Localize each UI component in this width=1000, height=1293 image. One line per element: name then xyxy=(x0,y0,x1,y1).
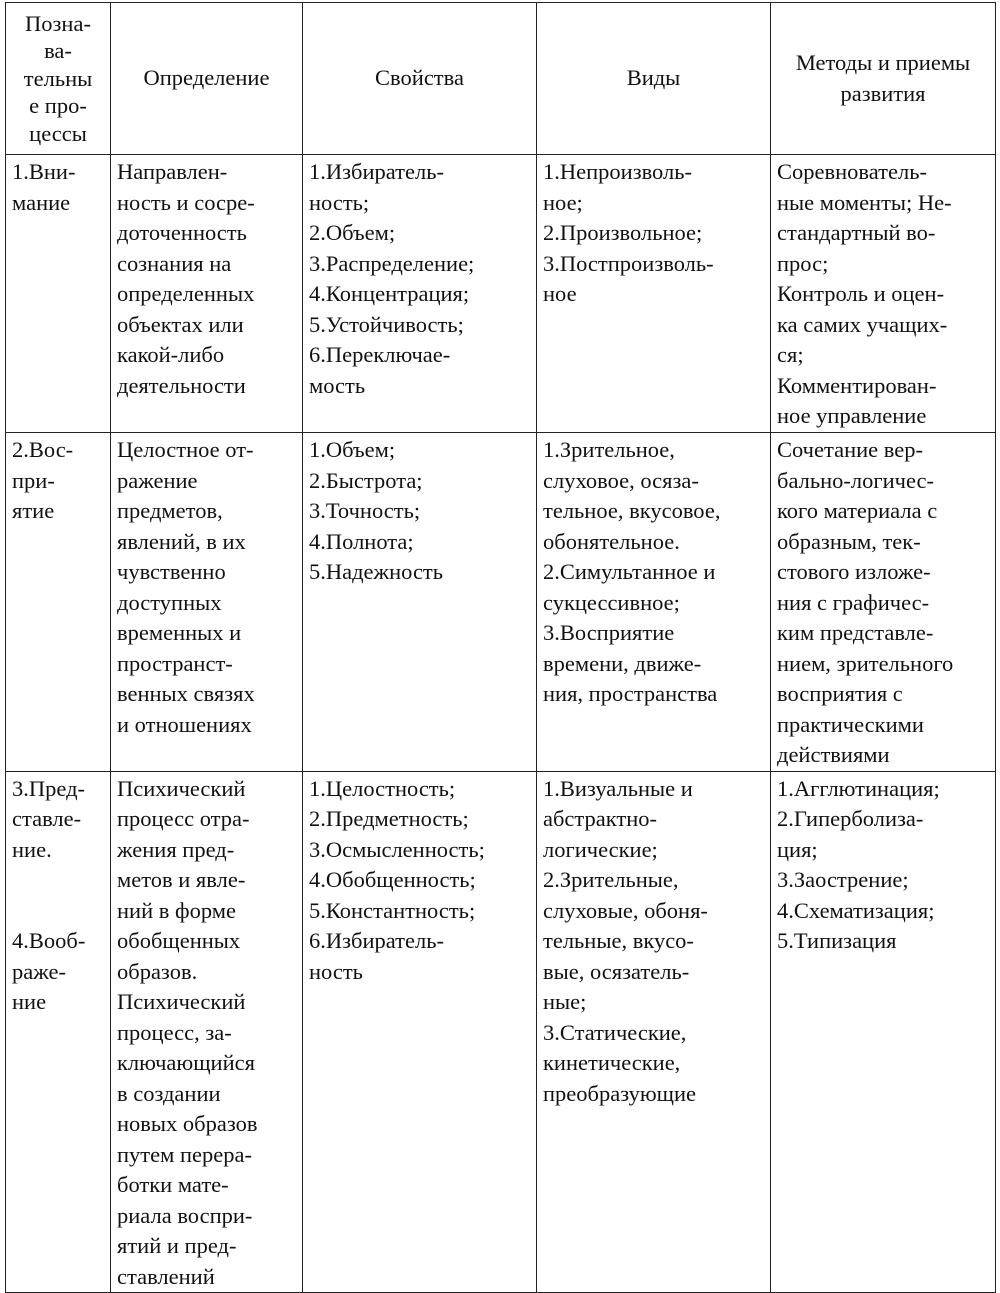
text-line: 2.Предметность; xyxy=(309,806,469,831)
cell-methods xyxy=(771,433,996,772)
text-line: преобразующие xyxy=(543,1080,697,1106)
text-line: образным, тек- xyxy=(777,528,921,554)
text-line: ботки мате- xyxy=(117,1172,229,1197)
text-line: ва- xyxy=(44,38,72,64)
text-line: путем перера- xyxy=(117,1141,252,1167)
text-line: Контроль и оцен- xyxy=(777,281,945,306)
cell-methods xyxy=(771,771,996,1293)
cell-definition xyxy=(111,433,303,772)
process-representation xyxy=(12,774,106,866)
text-line: определенных xyxy=(117,281,255,306)
cell-properties xyxy=(303,771,537,1293)
text-line: логические; xyxy=(543,836,658,862)
cell-types xyxy=(537,155,771,433)
text-line: венных связях xyxy=(117,681,255,706)
text-line: Соревнователь- xyxy=(777,159,927,184)
text-line: развития xyxy=(840,80,926,106)
text-line: 6.Переключае- xyxy=(309,342,451,367)
text-line: 3.Пред- xyxy=(12,775,86,801)
text-line: 3.Осмысленность; xyxy=(309,836,485,862)
text-line: нием, зрительного xyxy=(777,650,954,676)
text-line: 2.Симультанное и xyxy=(543,559,716,584)
text-line: жения пред- xyxy=(117,836,235,862)
cell-definition xyxy=(111,771,303,1293)
text-line: явлений, в их xyxy=(117,528,246,554)
text-line: новых образов xyxy=(117,1111,258,1136)
text-line: 1.Непроизволь- xyxy=(543,159,692,184)
header-definition xyxy=(111,3,303,155)
text-line: ка самих учащих- xyxy=(777,311,948,337)
text-line: Комментирован- xyxy=(777,372,937,398)
text-line: ные моменты; Не- xyxy=(777,189,952,215)
text-line: 1.Вни- xyxy=(12,159,76,184)
text-line: мость xyxy=(309,372,366,398)
text-line: практическими xyxy=(777,711,924,737)
text-line: ким представле- xyxy=(777,620,934,645)
text-line: метов и явле- xyxy=(117,867,246,892)
text-line: стандартный во- xyxy=(777,220,936,245)
text-line: Свойства xyxy=(375,65,464,91)
text-line: ное; xyxy=(543,189,583,215)
cell-process xyxy=(6,155,111,433)
text-line: сознания на xyxy=(117,250,232,276)
text-line: деятельности xyxy=(117,372,246,398)
text-line: 3.Распределение; xyxy=(309,250,475,276)
cell-definition xyxy=(111,155,303,433)
table-row-perception xyxy=(6,433,996,772)
cell-process xyxy=(6,433,111,772)
text-line: ность xyxy=(309,958,363,984)
text-line: ное xyxy=(543,281,577,306)
text-line: ставле- xyxy=(12,806,82,831)
text-line: 2.Гиперболиза- xyxy=(777,806,924,831)
text-line: стового изложе- xyxy=(777,559,931,584)
text-line: ставлений xyxy=(117,1263,215,1289)
cell-properties xyxy=(303,433,537,772)
header-methods xyxy=(771,3,996,155)
text-line: 4.Обобщенность; xyxy=(309,867,476,892)
text-line: 2.Объем; xyxy=(309,220,396,245)
text-line: образов. xyxy=(117,958,198,984)
text-line: 2.Зрительные, xyxy=(543,867,679,892)
text-line: ния с графичес- xyxy=(777,589,930,615)
text-line: Виды xyxy=(626,65,681,91)
text-line: ятий и пред- xyxy=(117,1233,237,1258)
text-line: 3.Постпроизволь- xyxy=(543,250,714,276)
cell-types xyxy=(537,771,771,1293)
text-line: е про- xyxy=(29,93,87,119)
text-line: 4.Полнота; xyxy=(309,528,414,554)
text-line: объектах или xyxy=(117,311,244,337)
text-line: слуховое, осяза- xyxy=(543,467,699,493)
cell-types xyxy=(537,433,771,772)
header-types xyxy=(537,3,771,155)
text-line: абстрактно- xyxy=(543,806,658,831)
definition-imagination xyxy=(117,987,298,1292)
text-line: действиями xyxy=(777,742,890,767)
text-line: ное управление xyxy=(777,403,927,428)
text-line: предметов, xyxy=(117,498,223,523)
definition-representation xyxy=(117,774,298,988)
header-row xyxy=(6,3,996,155)
text-line: 1.Избиратель- xyxy=(309,159,444,184)
cell-methods xyxy=(771,155,996,433)
text-line: ние xyxy=(12,989,47,1014)
cell-properties xyxy=(303,155,537,433)
text-line: какой-либо xyxy=(117,342,225,367)
text-line: Сочетание вер- xyxy=(777,437,923,462)
text-line: раже- xyxy=(12,958,66,984)
text-line: и отношениях xyxy=(117,711,252,737)
text-line: прос; xyxy=(777,250,829,276)
text-line: 4.Вооб- xyxy=(12,928,86,953)
text-line: бально-логичес- xyxy=(777,467,934,493)
text-line: доступных xyxy=(117,589,222,615)
text-line: слуховые, обоня- xyxy=(543,897,708,923)
text-line: доточенность xyxy=(117,220,247,245)
text-line: 6.Избиратель- xyxy=(309,928,444,953)
text-line: ность и сосре- xyxy=(117,189,255,215)
text-line: Определение xyxy=(143,65,270,91)
text-line: 2.Вос- xyxy=(12,437,74,462)
text-line: 1.Агглютинация; xyxy=(777,775,940,801)
text-line: ятие xyxy=(12,498,55,523)
text-line: Методы и приемы xyxy=(795,50,971,75)
text-line: времени, движе- xyxy=(543,650,702,676)
text-line: ся; xyxy=(777,342,804,367)
text-line: тельны xyxy=(23,65,93,91)
text-line: Позна- xyxy=(25,10,91,36)
text-line: ния, пространства xyxy=(543,681,718,706)
text-line: тельные, вкусо- xyxy=(543,928,694,953)
text-line: 3.Статические, xyxy=(543,1019,687,1045)
text-line: ция; xyxy=(777,836,818,862)
text-line: 5.Устойчивость; xyxy=(309,311,464,337)
text-line: ность; xyxy=(309,189,370,215)
table-row-attention xyxy=(6,155,996,433)
header-properties xyxy=(303,3,537,155)
text-line: 4.Схематизация; xyxy=(777,897,935,923)
text-line: кого материала с xyxy=(777,498,938,523)
text-line: ний в форме xyxy=(117,897,236,923)
text-line: 4.Концентрация; xyxy=(309,281,470,306)
text-line: Целостное от- xyxy=(117,437,254,462)
text-line: процесс отра- xyxy=(117,806,250,831)
text-line: 3.Восприятие xyxy=(543,620,675,645)
text-line: тельное, вкусовое, xyxy=(543,498,721,523)
table-row-representation-imagination xyxy=(6,771,996,1293)
text-line: кинетические, xyxy=(543,1050,681,1075)
text-line: 5.Надежность xyxy=(309,559,444,584)
text-line: пространст- xyxy=(117,650,233,676)
text-line: 1.Зрительное, xyxy=(543,437,675,462)
text-line: 3.Точность; xyxy=(309,498,421,523)
cell-process xyxy=(6,771,111,1293)
cognitive-processes-table xyxy=(5,2,996,1293)
text-line: 1.Объем; xyxy=(309,437,396,462)
text-line: 5.Константность; xyxy=(309,897,476,923)
text-line: ные; xyxy=(543,989,587,1014)
text-line: цессы xyxy=(29,120,87,146)
text-line: процесс, за- xyxy=(117,1019,232,1045)
text-line: при- xyxy=(12,467,55,493)
text-line: обонятельное. xyxy=(543,528,680,554)
text-line: риала воспри- xyxy=(117,1202,253,1228)
text-line: обобщенных xyxy=(117,928,241,953)
text-line: в создании xyxy=(117,1080,221,1106)
text-line: 2.Быстрота; xyxy=(309,467,423,493)
text-line: 3.Заострение; xyxy=(777,867,909,892)
text-line: ражение xyxy=(117,467,198,493)
text-line: вые, осязатель- xyxy=(543,958,690,984)
text-line: ние. xyxy=(12,836,52,862)
text-line: 1.Визуальные и xyxy=(543,775,693,801)
text-line: 2.Произвольное; xyxy=(543,220,703,245)
text-line: Направлен- xyxy=(117,159,228,184)
text-line: мание xyxy=(12,189,71,215)
text-line: 5.Типизация xyxy=(777,928,897,953)
text-line: чувственно xyxy=(117,559,226,584)
text-line: Психический xyxy=(117,989,246,1014)
text-line: ключающийся xyxy=(117,1050,255,1075)
process-imagination xyxy=(12,926,106,1018)
text-line: временных и xyxy=(117,620,242,645)
text-line: восприятия с xyxy=(777,681,903,706)
text-line: 1.Целостность; xyxy=(309,775,456,801)
header-process xyxy=(6,3,111,155)
text-line: сукцессивное; xyxy=(543,589,680,615)
text-line: Психический xyxy=(117,775,246,801)
